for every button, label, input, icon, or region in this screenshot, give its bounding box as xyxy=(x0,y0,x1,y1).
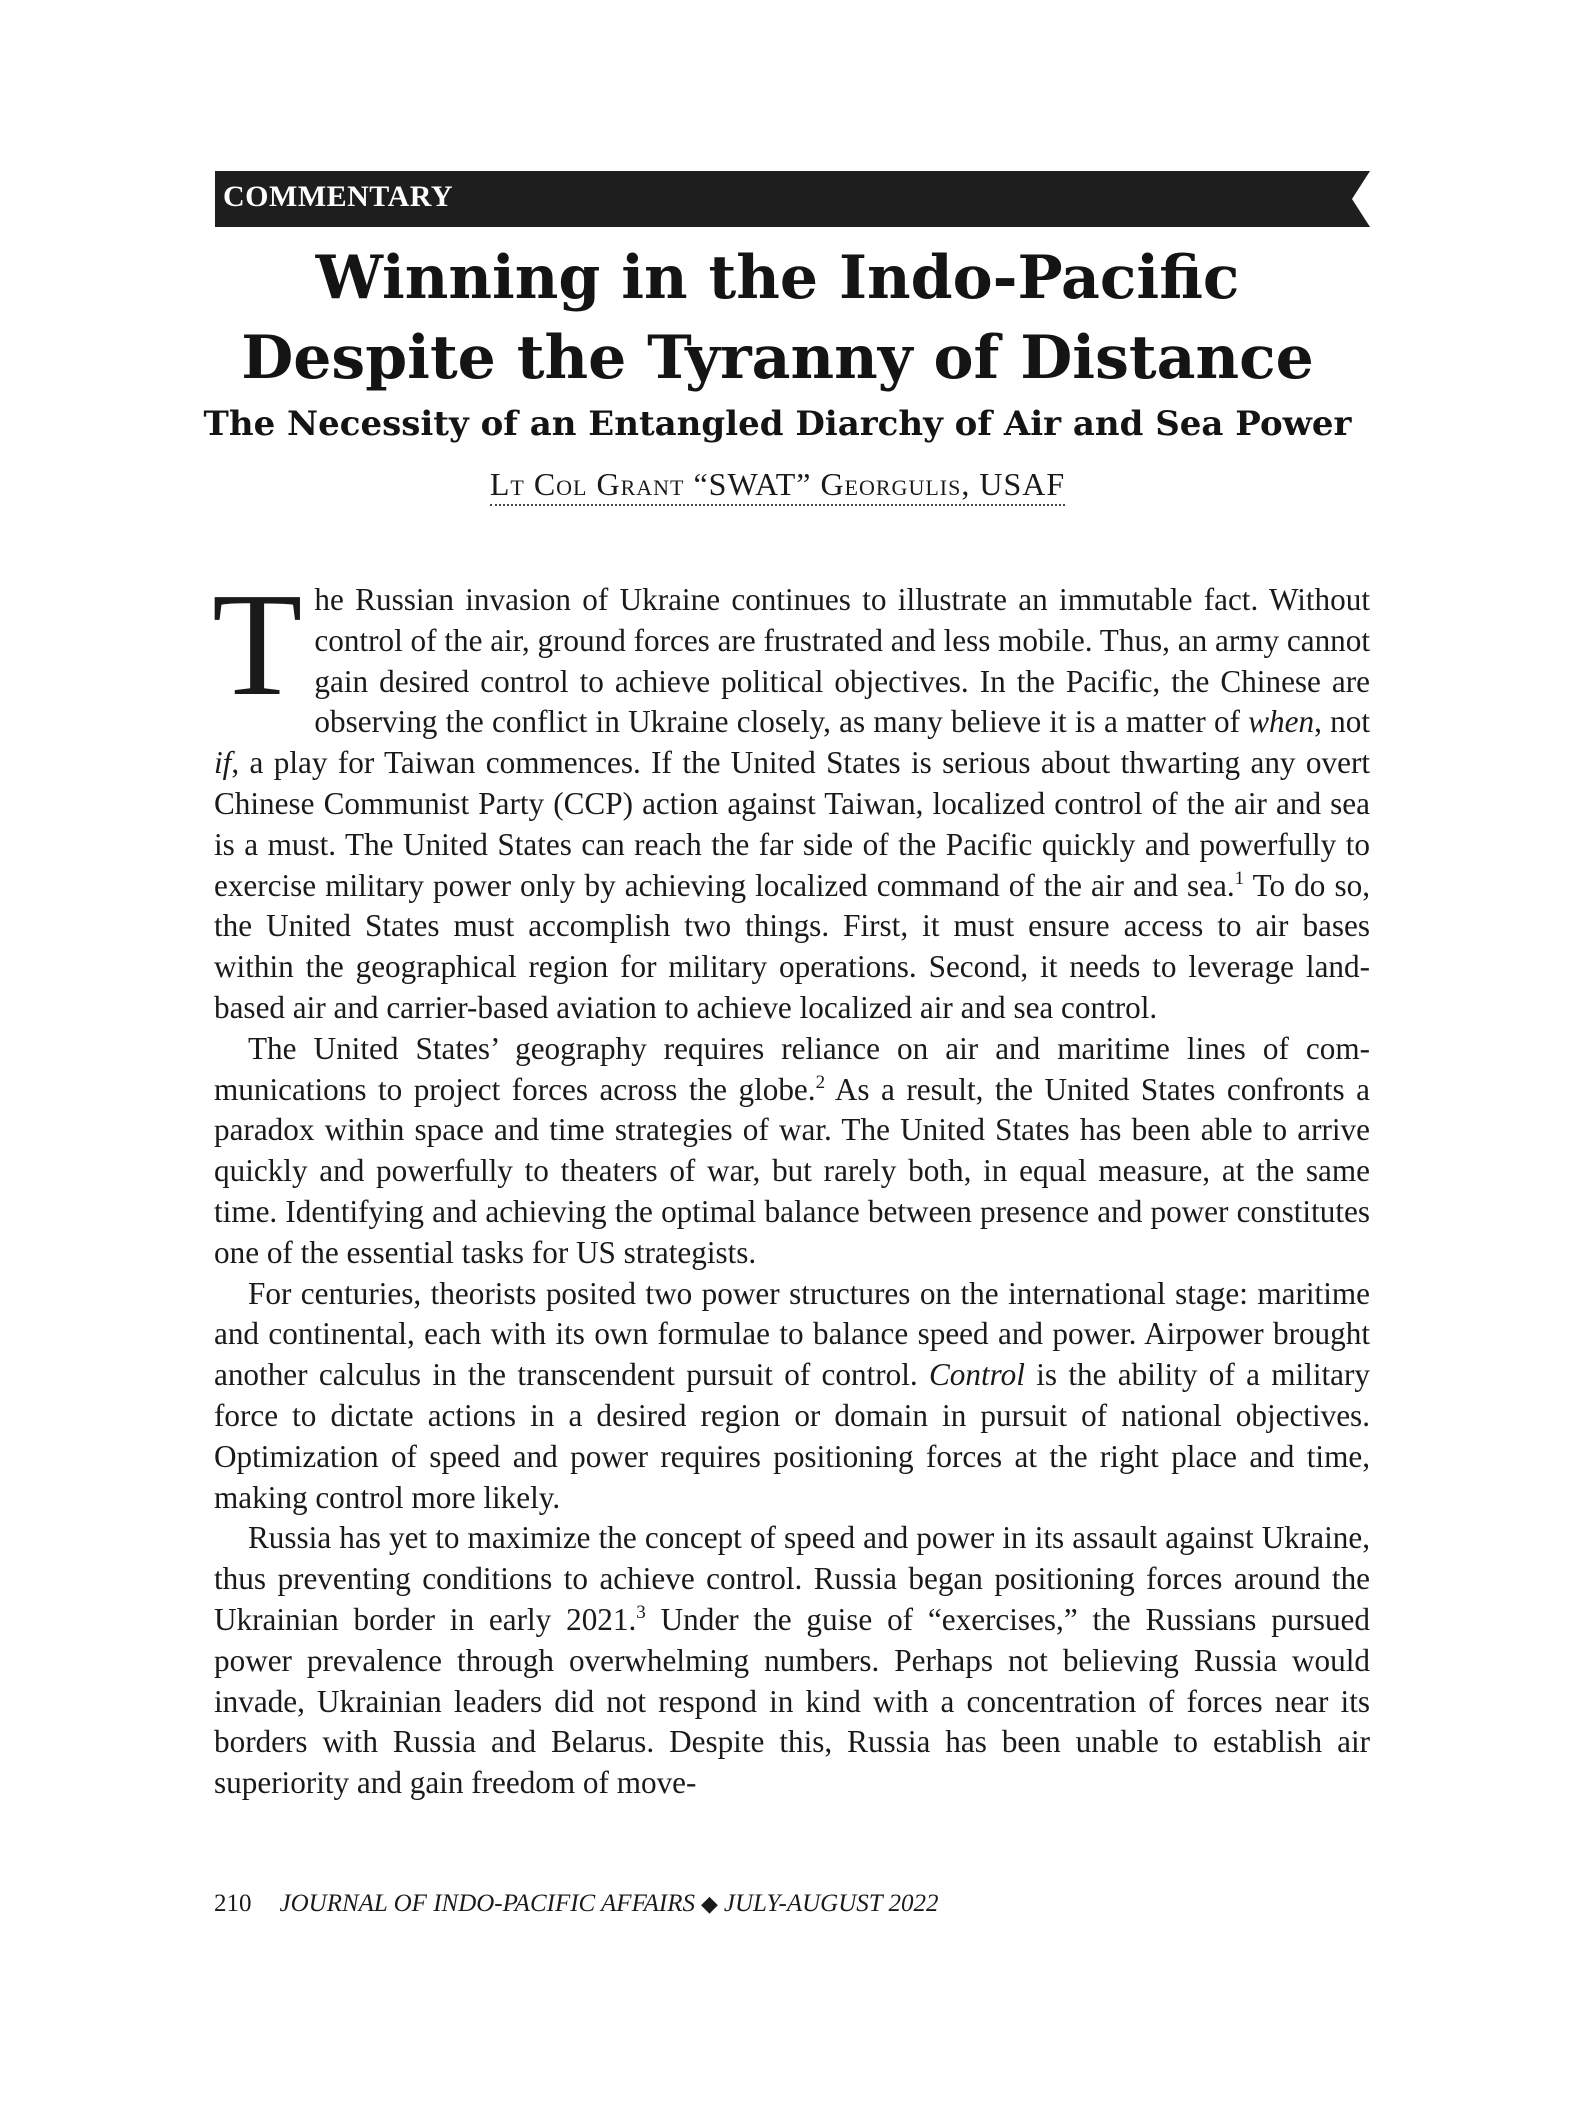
footnote-ref-2[interactable]: 2 xyxy=(815,1071,826,1093)
drop-cap: T xyxy=(212,563,303,727)
article-title: Winning in the Indo-Pacific Despite the Tyranny of Distance xyxy=(241,243,1314,393)
emphasis-control: Control xyxy=(929,1357,1025,1393)
paragraph-text: he Russian invasion of Ukraine continues to illustrate an immutable fact. Without control of the air, ground forces are frustrated and less mobile. Thus, an army cannot gain desired control to achieve political objectives. In the Pacific, the Chinese are observing the conflict in Ukraine closely, as many believe it is a matter of xyxy=(314,582,1371,740)
paragraph-4 xyxy=(214,1518,1370,1804)
footnote-ref-1[interactable]: 1 xyxy=(1234,867,1245,889)
paragraph-text: For centuries, theorists posited two power structures on the international stage: maritime and continental, each with its own formulae to balance speed and power. Airpower brought another calculus in the transcendent pursuit of control. xyxy=(214,1275,1370,1393)
paragraph-1 xyxy=(212,563,1371,1029)
article-subtitle: The Necessity of an Entangled Diarchy of Air and Sea Power xyxy=(203,404,1352,444)
paragraph-3 xyxy=(214,1274,1370,1519)
paragraph-text: , a play for Taiwan commences. If the United States is serious about thwarting any overt Chinese Communist Party (CCP) action against Taiwan, localized control of the air and sea is a must. The United States can reach the far side of the Pacific quickly and powerfully to exercise military power only by achieving localized command of the air and sea. xyxy=(214,745,1370,903)
paragraph-text: Under the guise of “exercises,” the Russians pursued power prevalence through overwhelming numbers. Perhaps not believing Russia would invade, Ukrainian leaders did not respond in kind with a concentration of forces near its borders with Russia and Belarus. Despite this, Russia has been unable to establish air superiority and gain freedom of move- xyxy=(214,1601,1370,1801)
paragraph-text: The United States’ geography requires reliance on air and maritime lines of communications to project forces across the globe. xyxy=(214,1030,1370,1107)
footnote-ref-3[interactable]: 3 xyxy=(636,1601,646,1623)
paragraph-2 xyxy=(214,1029,1370,1274)
emphasis-if: if xyxy=(214,745,232,781)
author-name: Lt Col Grant “SWAT” Georgulis, USAF xyxy=(490,466,1065,506)
paragraph-text: , not xyxy=(1314,704,1370,740)
diamond-separator-icon: ◆ xyxy=(700,1891,718,1916)
page-number: 210 xyxy=(214,1890,252,1917)
byline xyxy=(180,466,1375,506)
paragraph-text: is the ability of a military force to dictate actions in a desired region or domain in pursuit of national objectives. Optimization of speed and power requires positioning forces at the right place and time, making control more likely. xyxy=(214,1357,1371,1515)
emphasis-when: when xyxy=(1248,704,1315,740)
section-banner xyxy=(215,171,1370,227)
page-footer xyxy=(214,1890,938,1918)
journal-name: JOURNAL OF INDO-PACIFIC AFFAIRS xyxy=(279,1890,695,1917)
section-label: COMMENTARY xyxy=(223,180,454,213)
paragraph-text: Russia has yet to maximize the concept of speed and power in its assault against Ukraine, thus preventing conditions to achieve control. Russia began positioning forces around the Ukrainian border in early 2021. xyxy=(214,1520,1370,1637)
paragraph-text: To do so, the United States must accomplish two things. First, it must ensure access to air bases within the geographical region for military operations. Second, it needs to leverage land-based air and carrier-based aviation to achieve localized air and sea control. xyxy=(214,867,1370,1025)
issue-date: JULY-AUGUST 2022 xyxy=(723,1890,939,1917)
article-body xyxy=(212,563,1371,1804)
paragraph-text: As a result, the United States confronts a paradox within space and time strategies of war. The United States has been able to arrive quickly and powerfully to theaters of war, but rarely both, in equal measure, at the same time. Identifying and achieving the optimal balance between presence and power constitutes one of the essential tasks for US strategists. xyxy=(214,1071,1371,1270)
